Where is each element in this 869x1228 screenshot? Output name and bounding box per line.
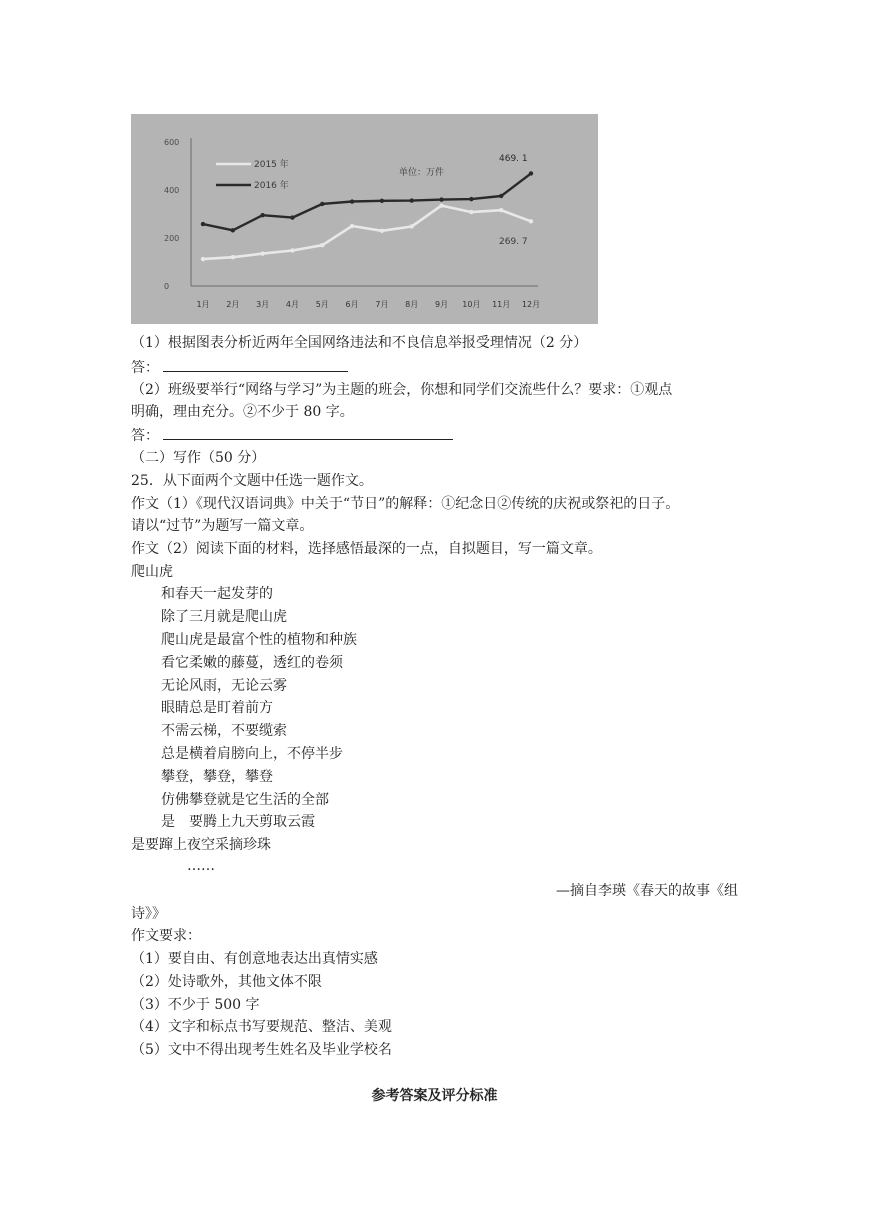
data-point-1 <box>201 257 205 261</box>
data-point-2 <box>260 213 264 217</box>
x-tick-label: 3月 <box>256 300 270 309</box>
chart-svg <box>131 114 598 324</box>
x-tick-label: 2月 <box>226 300 240 309</box>
requirement-item: （1）要自由、有创意地表达出真情实感 <box>131 951 378 967</box>
poem-line: 看它柔嫩的藤蔓，透红的卷须 <box>161 655 343 671</box>
data-point-2 <box>350 199 354 203</box>
poem-line: 仿佛攀登就是它生活的全部 <box>161 792 329 808</box>
answer-2 <box>131 425 453 446</box>
annotation-label: 469. 1 <box>499 154 528 164</box>
essay-1-line2: 请以“过节”为题写一篇文章。 <box>131 518 314 534</box>
poem-ellipsis: …… <box>187 858 215 874</box>
requirement-item: （3）不少于 500 字 <box>131 997 260 1013</box>
poem-line: 是 要腾上九天剪取云霞 <box>161 814 315 830</box>
data-point-1 <box>320 243 324 247</box>
question-2-line2: 明确，理由充分。②不少于 80 字。 <box>131 404 354 420</box>
x-tick-label: 9月 <box>434 300 449 309</box>
essay-1-line1: 作文（1）《现代汉语词典》中关于“节日”的解释：①纪念日②传统的庆祝或祭祀的日子。 <box>131 496 680 512</box>
series-line-2 <box>203 173 531 230</box>
poem-line: 攀登，攀登，攀登 <box>161 769 273 785</box>
data-point-1 <box>529 219 533 223</box>
poem-line: 无论风雨，无论云雾 <box>161 678 287 694</box>
data-point-1 <box>290 248 294 252</box>
answer-blank-1[interactable] <box>163 357 348 372</box>
line-chart <box>131 114 598 324</box>
data-point-2 <box>410 198 414 202</box>
data-point-2 <box>469 197 473 201</box>
question-1: （1）根据图表分析近两年全国网络违法和不良信息举报受理情况（2 分） <box>131 335 588 351</box>
poem-line: 眼睛总是盯着前方 <box>161 700 273 716</box>
series-line-1 <box>203 206 531 260</box>
x-tick-label: 10月 <box>462 300 481 309</box>
data-point-1 <box>469 210 473 214</box>
data-point-2 <box>231 228 235 232</box>
answer-label-2: 答： <box>131 428 159 444</box>
data-point-2 <box>439 197 443 201</box>
y-tick-label: 600 <box>164 138 180 147</box>
requirement-item: （5）文中不得出现考生姓名及毕业学校名 <box>131 1042 392 1058</box>
data-point-2 <box>201 222 205 226</box>
y-tick-label: 400 <box>164 186 180 195</box>
x-tick-label: 1月 <box>196 300 210 309</box>
x-tick-label: 5月 <box>315 300 329 309</box>
data-point-2 <box>529 171 533 175</box>
data-point-1 <box>410 224 414 228</box>
y-tick-label: 0 <box>164 282 170 291</box>
data-point-2 <box>499 194 503 198</box>
data-point-1 <box>439 203 443 207</box>
answer-1 <box>131 357 348 378</box>
legend-label: 2015 年 <box>254 160 289 170</box>
data-point-1 <box>260 251 264 255</box>
annotation-label: 269. 7 <box>499 237 528 247</box>
data-point-2 <box>290 215 294 219</box>
answer-blank-2[interactable] <box>163 425 453 440</box>
requirements-title: 作文要求： <box>131 928 201 944</box>
question-25: 25．从下面两个文题中任选一题作文。 <box>131 473 373 489</box>
data-point-2 <box>380 199 384 203</box>
x-tick-label: 4月 <box>285 300 300 309</box>
requirement-item: （4）文字和标点书写要规范、整洁、美观 <box>131 1019 392 1035</box>
answer-label-1: 答： <box>131 360 159 376</box>
legend-label: 2016 年 <box>254 181 289 191</box>
poem-line: 除了三月就是爬山虎 <box>161 609 287 625</box>
poem-line: 爬山虎是最富个性的植物和种族 <box>161 632 357 648</box>
x-tick-label: 12月 <box>521 300 541 309</box>
poem-line: 和春天一起发芽的 <box>161 586 273 602</box>
x-tick-label: 6月 <box>345 300 359 309</box>
data-point-1 <box>231 255 235 259</box>
poem-last-line: 是要蹿上夜空采摘珍珠 <box>131 837 271 853</box>
poem-line: 总是横着肩膀向上，不停半步 <box>161 746 343 762</box>
data-point-1 <box>350 224 354 228</box>
data-point-2 <box>320 202 324 206</box>
requirement-item: （2）处诗歌外，其他文体不限 <box>131 974 322 990</box>
x-tick-label: 8月 <box>405 300 419 309</box>
source-line1: —摘自李瑛《春天的故事《组 <box>556 883 738 899</box>
source-line2: 诗》》 <box>131 906 166 922</box>
poem-line: 不需云梯，不要缆索 <box>161 723 287 739</box>
y-tick-label: 200 <box>164 234 180 243</box>
section-writing: （二）写作（50 分） <box>131 450 266 466</box>
data-point-1 <box>499 208 503 212</box>
poem-title: 爬山虎 <box>131 564 173 580</box>
data-point-1 <box>380 229 384 233</box>
essay-2: 作文（2）阅读下面的材料，选择感悟最深的一点，自拟题目，写一篇文章。 <box>131 541 602 557</box>
unit-label: 单位：万件 <box>399 168 445 178</box>
question-2-line1: （2）班级要举行“网络与学习”为主题的班会，你想和同学们交流些什么？要求：①观点 <box>131 382 673 398</box>
x-tick-label: 11月 <box>492 300 511 309</box>
footer-title: 参考答案及评分标准 <box>371 1088 498 1104</box>
x-tick-label: 7月 <box>375 300 389 309</box>
